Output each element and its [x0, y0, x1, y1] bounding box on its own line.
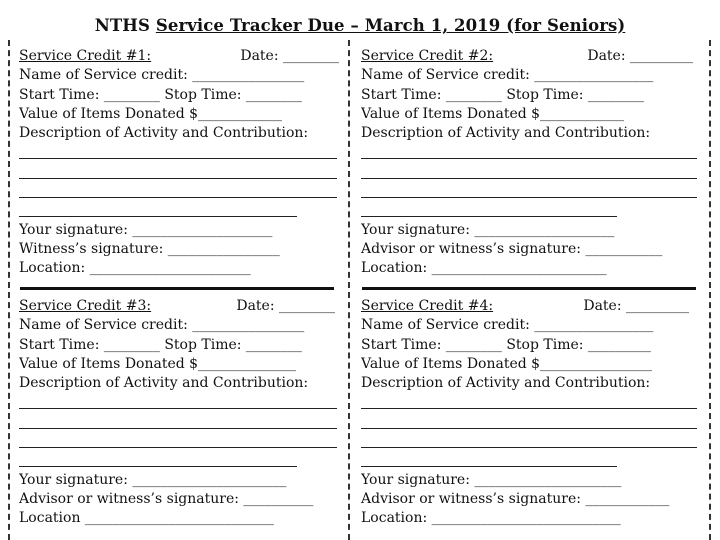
- value-field[interactable]: Value of Items Donated $____________: [361, 105, 625, 122]
- description-line[interactable]: [361, 413, 697, 432]
- title-prefix: NTHS: [94, 16, 156, 35]
- service-name-field[interactable]: Name of Service credit: ________________: [19, 317, 305, 334]
- value-field[interactable]: Value of Items Donated $______________: [19, 355, 297, 372]
- left-dashed-border: [8, 40, 10, 540]
- witness-signature-field[interactable]: Advisor or witness’s signature: ___________: [361, 240, 663, 257]
- service-credit-card-1: [19, 47, 339, 279]
- description-line[interactable]: [361, 432, 697, 451]
- description-label: Description of Activity and Contribution:: [361, 125, 651, 142]
- signature-field[interactable]: Your signature: ____________________: [361, 221, 615, 238]
- location-field[interactable]: Location: _________________________: [361, 260, 607, 277]
- signature-field[interactable]: Your signature: _____________________: [361, 471, 622, 488]
- time-fields[interactable]: Start Time: ________ Stop Time: ________: [19, 336, 302, 353]
- card-heading: Service Credit #2:: [361, 48, 494, 64]
- signature-field[interactable]: Your signature: ____________________: [19, 221, 273, 238]
- right-dashed-border: [709, 40, 711, 540]
- service-name-field[interactable]: Name of Service credit: _________________: [361, 317, 654, 334]
- description-label: Description of Activity and Contribution:: [19, 125, 309, 142]
- description-line[interactable]: [361, 451, 697, 470]
- center-dashed-divider: [348, 40, 350, 540]
- description-line[interactable]: [19, 201, 339, 220]
- witness-signature-field[interactable]: Witness’s signature: ________________: [19, 240, 280, 257]
- location-field[interactable]: Location: _______________________: [19, 260, 251, 277]
- signature-field[interactable]: Your signature: ______________________: [19, 471, 287, 488]
- description-line[interactable]: [361, 393, 697, 412]
- description-line[interactable]: [361, 163, 697, 182]
- description-label: Description of Activity and Contribution:: [19, 375, 309, 392]
- description-line[interactable]: [19, 451, 339, 470]
- service-credit-card-2: [361, 47, 697, 279]
- time-fields[interactable]: Start Time: ________ Stop Time: _________: [361, 336, 651, 353]
- value-field[interactable]: Value of Items Donated $________________: [361, 355, 653, 372]
- description-line[interactable]: [19, 182, 339, 201]
- description-line[interactable]: [19, 413, 339, 432]
- time-fields[interactable]: Start Time: ________ Stop Time: ________: [361, 86, 644, 103]
- right-section-divider: [362, 287, 696, 290]
- date-field[interactable]: Date: _________: [583, 298, 689, 314]
- witness-signature-field[interactable]: Advisor or witness’s signature: __________: [19, 490, 314, 507]
- service-name-field[interactable]: Name of Service credit: ________________: [19, 67, 305, 84]
- date-field[interactable]: Date: _________: [587, 48, 693, 64]
- location-field[interactable]: Location ___________________________: [19, 510, 274, 527]
- date-field[interactable]: Date: ________: [240, 48, 339, 64]
- description-line[interactable]: [19, 143, 339, 162]
- description-line[interactable]: [19, 163, 339, 182]
- location-field[interactable]: Location: ___________________________: [361, 510, 621, 527]
- description-label: Description of Activity and Contribution:: [361, 375, 651, 392]
- card-heading: Service Credit #4:: [361, 298, 494, 314]
- witness-signature-field[interactable]: Advisor or witness’s signature: ____________: [361, 490, 670, 507]
- description-line[interactable]: [19, 432, 339, 451]
- date-field[interactable]: Date: ________: [236, 298, 335, 314]
- page-title: [0, 16, 720, 35]
- description-line[interactable]: [361, 143, 697, 162]
- description-line[interactable]: [361, 201, 697, 220]
- description-line[interactable]: [19, 393, 339, 412]
- service-credit-card-4: [361, 297, 697, 529]
- card-heading: Service Credit #1:: [19, 48, 152, 64]
- value-field[interactable]: Value of Items Donated $____________: [19, 105, 283, 122]
- service-name-field[interactable]: Name of Service credit: _________________: [361, 67, 654, 84]
- description-line[interactable]: [361, 182, 697, 201]
- service-credit-card-3: [19, 297, 339, 529]
- time-fields[interactable]: Start Time: ________ Stop Time: ________: [19, 86, 302, 103]
- title-main: Service Tracker Due – March 1, 2019 (for Seniors): [155, 16, 626, 35]
- left-section-divider: [20, 287, 334, 290]
- card-heading: Service Credit #3:: [19, 298, 152, 314]
